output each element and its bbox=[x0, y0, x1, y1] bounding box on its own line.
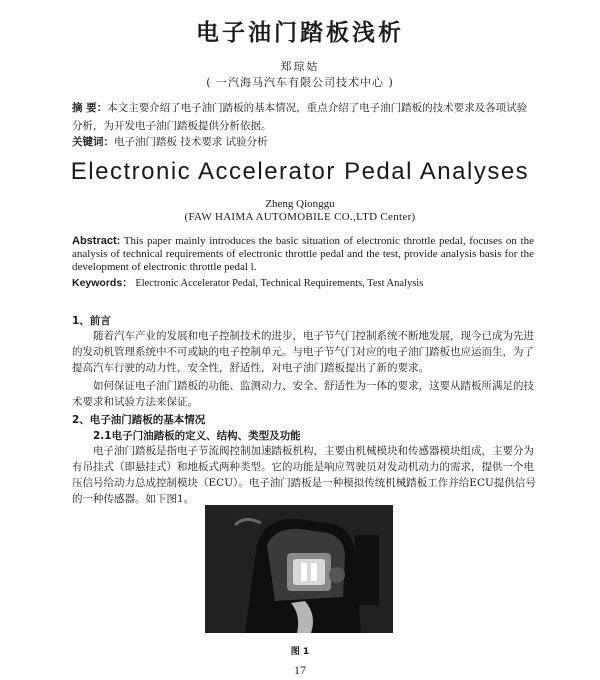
author-en: Zheng Qionggu bbox=[265, 198, 335, 210]
abstract-label-en: Abstract: bbox=[72, 235, 121, 247]
keywords-en bbox=[72, 275, 534, 290]
author-cn: 郑琼姑 bbox=[280, 60, 320, 73]
keywords-cn bbox=[72, 134, 532, 149]
accelerator-pedal-photo bbox=[205, 505, 393, 633]
section-2-1-heading: 2.1电子门油踏板的定义、结构、类型及功能 bbox=[93, 430, 301, 442]
affiliation-en: (FAW HAIMA AUTOMOBILE CO.,LTD Center) bbox=[184, 211, 416, 223]
keywords-label-cn: 关键词： bbox=[72, 136, 114, 148]
title-cn: 电子油门踏板浅析 bbox=[196, 20, 404, 46]
abstract-cn bbox=[72, 99, 532, 135]
section-1-heading: 1、前言 bbox=[72, 315, 111, 327]
abstract-en bbox=[72, 235, 534, 274]
page-number: 17 bbox=[294, 663, 306, 677]
affiliation-cn: ( 一汽海马汽车有限公司技术中心 ) bbox=[206, 76, 394, 89]
abstract-text-cn: 本文主要介绍了电子油门踏板的基本情况，重点介绍了电子油门踏板的技术要求及各项试验分析，为开发电子油门踏板提供分析依据。 bbox=[72, 102, 528, 132]
abstract-text-en: This paper mainly introduces the basic situation of electronic throttle pedal, focuses on the analysis of technical requirements of electronic throttle pedal and the test, provide analysis basis for the development of electronic throttle pedal l. bbox=[72, 235, 534, 273]
keywords-text-en: Electronic Accelerator Pedal, Technical Requirements, Test Analysis bbox=[132, 278, 424, 289]
abstract-label-cn: 摘 要： bbox=[72, 102, 108, 114]
section-1-paragraph-1: 随着汽车产业的发展和电子控制技术的进步，电子节气门控制系统不断地发展，现今已成为先进的发动机管理系统中不可或缺的电子控制单元。与电子节气门对应的电子油门踏板也应运而生，为了提高汽车行驶的动力性，安全性，舒适性，对电子油门踏板提出了新的要求。 bbox=[72, 330, 534, 374]
title-en: Electronic Accelerator Pedal Analyses bbox=[70, 158, 530, 185]
keywords-label-en: Keywords： bbox=[72, 277, 133, 289]
keywords-text-cn: 电子油门踏板 技术要求 试验分析 bbox=[114, 136, 268, 148]
figure-caption: 图 1 bbox=[290, 647, 310, 657]
section-2-1-paragraph-1: 电子油门踏板是指电子节流阀控制加速踏板机构，主要由机械模块和传感器模块组成，主要分为有吊挂式（即悬挂式）和地板式两种类型。它的功能是响应驾驶员对发动机动力的需求，提供一个电压信号给动力总成控制模块（ECU）。电子油门踏板是一种模拟传统机械踏板工作并给ECU提供信号的一种传感器。如下图1。 bbox=[72, 445, 536, 505]
section-1-paragraph-2: 如何保证电子油门踏板的功能、监测动力、安全、舒适性为一体的要求，这要从踏板所满足的技术要求和试验方法来保证。 bbox=[72, 380, 534, 408]
pedal-illustration bbox=[205, 505, 393, 633]
section-2-heading: 2、电子油门踏板的基本情况 bbox=[72, 414, 206, 426]
